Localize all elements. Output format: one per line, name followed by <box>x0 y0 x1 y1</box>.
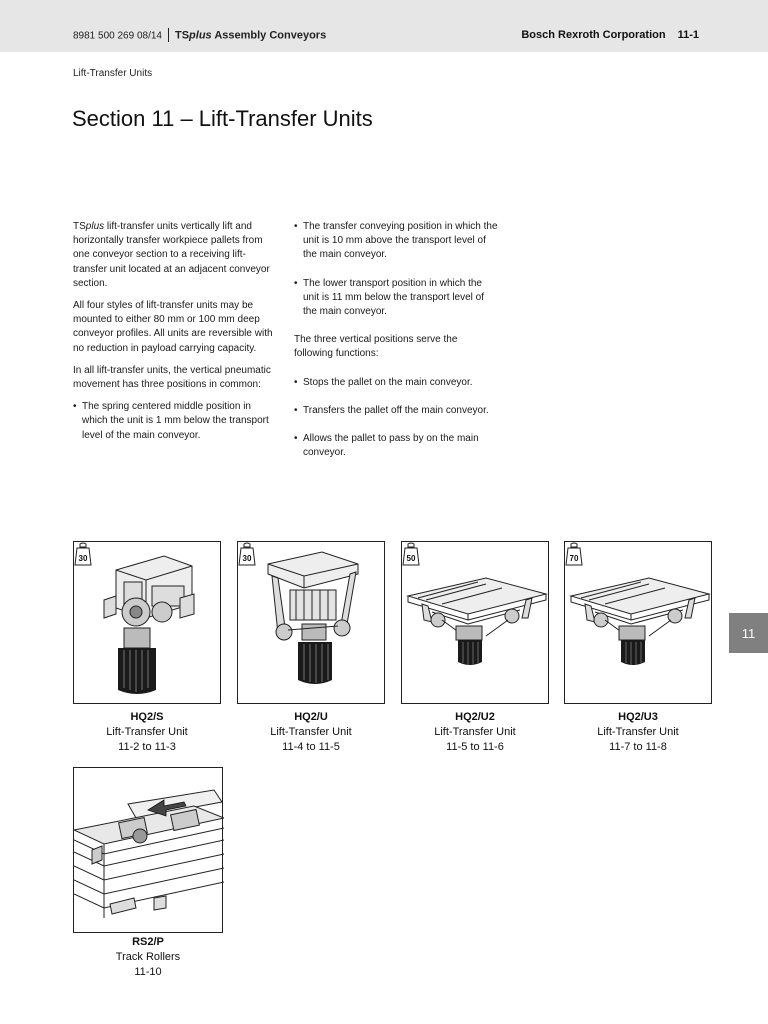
intro-paragraph: TSplus lift-transfer units vertically lift and horizontally transfer workpiece pallets from one conveyor section to a receiving lift-transfer unit located at an adjacent conveyor section. <box>73 221 270 289</box>
product-name: Lift-Transfer Unit <box>106 726 188 738</box>
left-text-column <box>73 220 278 451</box>
svg-text:30: 30 <box>78 554 88 563</box>
product-pages: 11-7 to 11-8 <box>609 741 667 753</box>
bullet-item: • The spring centered middle position in which the unit is 1 mm below the transport level of the main conveyor. <box>73 401 269 441</box>
svg-text:70: 70 <box>569 554 579 563</box>
positions-paragraph: In all lift-transfer units, the vertical pneumatic movement has three positions in common: <box>73 364 271 391</box>
weight-icon <box>402 542 420 566</box>
svg-text:50: 50 <box>406 554 416 563</box>
product-name: Lift-Transfer Unit <box>270 726 352 738</box>
product-caption-hq2s <box>72 710 222 755</box>
bullet-item: • The lower transport position in which the unit is 11 mm below the transport level of the main conveyor. <box>294 277 485 318</box>
lift-transfer-unit-hq2u2-illustration <box>402 542 550 705</box>
product-code: HQ2/U3 <box>618 711 658 723</box>
product-line: TSplus Assembly Conveyors <box>174 29 327 42</box>
breadcrumb: Lift-Transfer Units <box>73 68 153 79</box>
svg-text:30: 30 <box>242 554 252 563</box>
product-card-rs2p[interactable] <box>73 767 223 933</box>
product-card-hq2u3[interactable] <box>564 541 712 704</box>
page-header <box>0 0 768 52</box>
product-caption-hq2u <box>236 710 386 755</box>
bullet-item: • Transfers the pallet off the main conveyor. <box>294 404 489 416</box>
bullet-item: • The transfer conveying position in which the unit is 10 mm above the transport level of the main conveyor. <box>294 221 498 261</box>
product-code: HQ2/U2 <box>455 711 495 723</box>
product-name: Lift-Transfer Unit <box>434 726 516 738</box>
header-right <box>521 29 699 41</box>
track-rollers-illustration <box>74 768 224 934</box>
product-code: HQ2/U <box>294 711 328 723</box>
product-pages: 11-4 to 11-5 <box>282 741 340 753</box>
header-divider <box>168 28 169 42</box>
header-left <box>73 29 326 43</box>
functions-paragraph: The three vertical positions serve the following functions: <box>294 334 458 360</box>
lift-transfer-unit-hq2s-illustration <box>74 542 222 705</box>
bullet-item: • Stops the pallet on the main conveyor. <box>294 376 473 388</box>
product-caption-hq2u3 <box>563 710 713 755</box>
weight-icon <box>74 542 92 566</box>
product-pages: 11-2 to 11-3 <box>118 741 176 753</box>
product-name: Track Rollers <box>115 951 181 963</box>
mounting-paragraph: All four styles of lift-transfer units may be mounted to either 80 mm or 100 mm deep conveyor profiles. All units are reversible with no reduction in payload carrying capacity. <box>73 300 273 354</box>
product-caption-rs2p <box>73 935 223 980</box>
product-card-hq2u2[interactable] <box>401 541 549 704</box>
product-pages: 11-5 to 11-6 <box>446 741 504 753</box>
company-name: Bosch Rexroth Corporation <box>521 29 666 41</box>
lift-transfer-unit-hq2u3-illustration <box>565 542 713 705</box>
weight-icon <box>565 542 583 566</box>
product-card-hq2s[interactable] <box>73 541 221 704</box>
product-pages: 11-10 <box>134 966 162 978</box>
product-name: Lift-Transfer Unit <box>597 726 679 738</box>
bullet-item: • Allows the pallet to pass by on the main conveyor. <box>294 433 479 459</box>
weight-icon <box>238 542 256 566</box>
middle-text-column <box>294 220 499 468</box>
product-code: HQ2/S <box>130 711 164 723</box>
page-title: Section 11 – Lift-Transfer Units <box>72 106 373 131</box>
lift-transfer-unit-hq2u-illustration <box>238 542 386 705</box>
section-tab[interactable]: 11 <box>729 613 768 653</box>
page-number: 11-1 <box>677 29 699 41</box>
doc-number: 8981 500 269 08/14 <box>73 30 162 42</box>
product-code: RS2/P <box>132 936 164 948</box>
product-caption-hq2u2 <box>400 710 550 755</box>
product-card-hq2u[interactable] <box>237 541 385 704</box>
